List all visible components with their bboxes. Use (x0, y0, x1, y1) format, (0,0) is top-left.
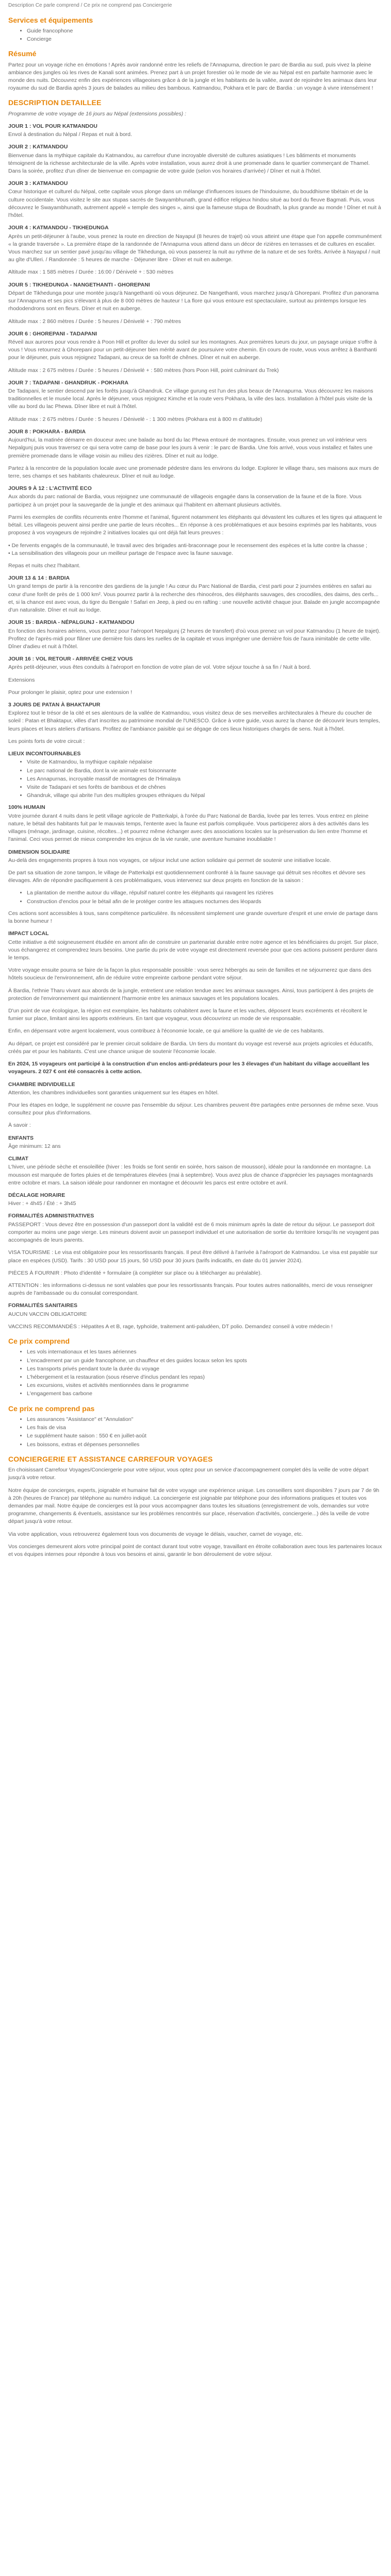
decalage-text: Hiver : + 4h45 / Été : + 3h45 (8, 1200, 76, 1207)
day-text: Explorez tout le trésor de la cité et ses alentours de la vallée de Katmandou, vous visitez deux de ses merveilles architecturales à l'heure du coucher de soleil : Patan et Bhaktapur, villes d'art inscrites au patrimoine mondial de l'UNESCO. Grâce à votre guide, vous aurez la chance de découvrir leurs temples, leurs places et leurs ateliers d'artisans. Profitez de l'ambiance paisible qui se dégage de ces lieux historiques chargés de sens. Nuit à l'hôtel. (8, 710, 380, 732)
engagement-text: En 2024, 15 voyageurs ont participé à la construction d'un enclos anti-prédateurs pour les 3 élevages d'un habitant du village accueillant les voyageurs. 2 027 € ont été consacrés à cette action. (8, 1061, 369, 1075)
day-text: Envol à destination du Népal / Repas et nuit à bord. (8, 131, 132, 138)
day-text: Bienvenue dans la mythique capitale du Katmandou, au carrefour d'une incroyable diversité de cultures asiatiques ! Les bâtiments et monuments témoignent de la richesse architecturale de la ville. Après votre installation, vous aurez droit à une promenade dans le quartier commerçant de Thamel. Dans la soirée, profitez d'un dîner de bienvenue en compagnie de votre guide (selon vos horaires d'arrivée) / Dîner et nuit à l'hôtel. (8, 152, 370, 175)
day-title: JOUR 8 : POKHARA - BARDIA (8, 428, 86, 435)
services-title: Services et équipements (8, 15, 93, 24)
impact-text3: À Bardia, l'ethnie Tharu vivant aux abords de la jungle, entretient une relation tendue avec les animaux sauvages. Ainsi, tous participent à des projets de protection de l'environnement qui maintiennent l'harmonie entre les animaux sauvages et les populations locales. (8, 987, 374, 1002)
conciergerie-section (8, 1454, 383, 1558)
resume-title: Résumé (8, 49, 37, 58)
day-text: Après un petit-déjeuner à l'aube, vous prenez la route en direction de Nayapul (8 heures de trajet) où vous atteint une étape que l'on appelle communément « la grande traversée ». La première étape de la randonnée de l'Annapurna vous attend dans un décor de rizières en terrasses et de cultures en escalier. Vous marchez sur un sentier pavé jusqu'au village de Tikhedunga, où vous passerez la nuit au rythme de la nature et de ses forêts. Arrivée à Nayapul / nuit au gîte d'Ulleri. / Randonnée : 5 heures de marche - Déjeuner libre - Dîner et nuit en auberge. (8, 233, 382, 263)
chambre-text2: Pour les étapes en lodge, le supplément ne couvre pas l'ensemble du séjour. Les chambres peuvent être partagées entre personnes de même sexe. Vous consultez pour plus d'informations. (8, 1102, 379, 1116)
day-title: JOUR 16 : VOL RETOUR - ARRIVÉE CHEZ VOUS (8, 656, 133, 663)
prix-comprend-item: • L'hébergement et la restauration (sous réserve d'inclus pendant les repas) (27, 1374, 383, 1381)
solidaire-section (8, 849, 383, 926)
day-title: JOUR 5 : TIKHEDUNGA - NANGETHANTI - GHOREPANI (8, 281, 150, 288)
resume-section (8, 48, 383, 92)
description-title: DESCRIPTION DETAILLEE (8, 98, 102, 107)
day-text: Altitude max : 1 585 mètres / Durée : 16:00 / Dénivelé + : 530 mètres (8, 269, 174, 276)
humain-text: Votre journée durant 4 nuits dans le petit village agricole de Patterkalpi, à l'orée du Parc National de Bardia, lovée par les terres. Vous entrez en pleine nature, le bétail des habitants fuit par le mauvais temps, l'entente avec la faune est parfois compliquée. Vous participerez alors à des activités dans les villages (ménage, jardinage, cuisine, récoltes...) et pourrez même échanger avec des associations locales sur la préservation du lien entre l'homme et l'animal. Ceci vous permet de mieux comprendre les enjeux de la vie rurale, une aventure humaine inoubliable ! (8, 812, 369, 843)
day-text: Extensions (8, 676, 35, 683)
sanitaires-section (8, 1302, 383, 1331)
prix-comprend-item: • L'engagement bas carbone (27, 1390, 383, 1398)
day-text: Altitude max : 2 675 mètres / Durée : 5 heures / Dénivelé + : 580 mètres (hors Poon Hill, point culminant du Trek) (8, 367, 279, 374)
page-top-line: Description Ce parle comprend / Ce prix ne comprend pas Conciergerie (8, 3, 172, 8)
day-text: De Tadapani, le sentier descend par les forêts jusqu'à Ghandruk. Ce village gurung est l'un des plus beaux de l'Annapurna. Vous découvrez les maisons traditionnelles et le musée local. Après le déjeuner, vous rejoignez Kimche et la route vers Pokhara, la ville des lacs. Installation à l'hôtel puis visite de la ville au bord du lac Phewa. Dîner libre et nuit à l'hôtel. (8, 388, 373, 410)
day-text: Altitude max : 2 675 mètres / Durée : 5 heures / Dénivelé - : 1 300 mètres (Pokhara est à 800 m d'altitude) (8, 416, 263, 422)
highlight-item: • Le parc national de Bardia, dont la vie animale est foisonnante (27, 767, 383, 775)
day-text: Partez à la rencontre de la population locale avec une promenade pédestre dans les environs du lodge. Explorer le village tharu, ses maisons aux murs de terre, ses champs et ses habitants chaleureux. Dîner et nuit au lodge. (8, 465, 379, 480)
day-text: Parmi les exemples de conflits récurrents entre l'homme et l'animal, figurent notamment les éléphants qui dévastent les cultures et les tigres qui attaquent le bétail. Les villageois peuvent ainsi perdre une partie de leurs récoltes... En réponse à ces problématiques et aux besoins exprimés par les habitants, vous proposez à vos voyageurs de rejoindre 2 initiatives locales qui ont déjà fait leurs preuves : (8, 514, 382, 536)
conciergerie-title: CONCIERGERIE ET ASSISTANCE CARREFOUR VOYAGES (8, 1454, 213, 1463)
services-item: • Concierge (27, 36, 383, 43)
highlights-list (8, 758, 383, 800)
prix-comprend-item: • Les vols internationaux et les taxes aériennes (27, 1348, 383, 1356)
decalage-section (8, 1192, 383, 1208)
climat-title: CLIMAT (8, 1156, 28, 1162)
note-text: Au départ, ce projet est considéré par le premier circuit solidaire de Bardia. Un tiers du montant du voyage est reversé aux projets agricoles et éducatifs, créés par et pour les habitants. C'est une chance unique de soutenir l'économie locale. (8, 1040, 373, 1055)
day-title: JOUR 1 : VOL POUR KATMANDOU (8, 123, 97, 129)
highlights-section (8, 750, 383, 800)
chambre-title: CHAMBRE INDIVIDUELLE (8, 1081, 75, 1088)
day-text: Aujourd'hui, la matinée démarre en douceur avec une balade au bord du lac Phewa entouré de montagnes. Ensuite, vous prenez un vol intérieur vers Nepalgunj puis vous traversez ce qui sera votre camp de base pour les jours à venir : le parc de Bardia. Une fois arrivé, vous vous installez et faites une première promenade dans le village voisin au milieu des rizières. Dîner et nuit au lodge. (8, 437, 373, 459)
enfants-text: Âge minimum: 12 ans (8, 1143, 61, 1149)
solidaire-list (8, 889, 383, 905)
resume-text: Partez pour un voyage riche en émotions ! Après avoir randonné entre les reliefs de l'Annapurna, direction le parc de Bardia au sud, puis vivez la pleine ambiance des jungles où les rives de Kanali sont animées. Prenez part à un projet forestier où le mode de vie au Népal est en parfaite harmonie avec le monde des nuits. Découvrez enfin des expériences villageoises grâce à de la jungle et les habitants de la vallée, avant de rejoindre les animaux dans leur royaume du sud de Bardia après 3 jours de balades au milieu des bambous. Katmandou, Pokhara et le parc de Bardia : un voyage à vivre intensément ! (8, 61, 377, 92)
day-title: JOUR 2 : KATMANDOU (8, 144, 68, 150)
chambre-section (8, 1081, 383, 1117)
day-text: Réveil aux aurores pour vous rendre à Poon Hill et profiter du lever du soleil sur les montagnes. Aux premières lueurs du jour, un paysage unique s'offre à vous ! Vous retournez à Ghorepani pour un petit-déjeuner bien mérité avant de poursuivre votre chemin. En cours de route, vous vous arrêtez à Banthanti pour le déjeuner, puis vous rejoignez Tadapani, au creux de sa forêt de chênes. Dîner et nuit en auberge. (8, 338, 377, 361)
services-item: • Guide francophone (27, 27, 383, 35)
day-text: Après petit-déjeuner, vous êtes conduits à l'aéroport en fonction de votre plan de vol. Votre séjour touche à sa fin / Nuit à bord. (8, 664, 311, 671)
conciergerie-text4: Vos concierges demeurent alors votre principal point de contact durant tout votre voyage, travaillant en étroite collaboration avec tous les partenaires locaux et vos équipes internes pour répondre à tous vos besoins et ainsi, garantir le bon déroulement de votre séjour. (8, 1543, 382, 1558)
solidaire-text2: De part sa situation de zone tampon, le village de Patterkalpi est quotidiennement confronté à la faune sauvage qui détruit ses récoltes et dévore ses élevages. Afin de répondre pacifiquement à ces problématiques, vous intervenez sur deux projets en fonction de la saison : (8, 869, 366, 884)
climat-section (8, 1155, 383, 1187)
highlights-title: LIEUX INCONTOURNABLES (8, 751, 81, 757)
day-text: En fonction des horaires aériens, vous partez pour l'aéroport Nepalgunj (2 heures de transfert) d'où vous prenez un vol pour Katmandou (1 heure de trajet). Profitez de l'après-midi pour flâner une dernière fois dans les ruelles de la capitale et vous imprégner une dernière fois de l'aura inimitable de cette ville. Dîner d'adieu et nuit à l'hôtel. (8, 628, 381, 650)
prix-comprend-item: • Les transports privés pendant toute la durée du voyage (27, 1365, 383, 1373)
impact-text4: D'un point de vue écologique, la région est exemplaire, les habitants cohabitent avec la faune et les vaches, déposent leurs excréments et récoltent le fumier sur place, limitant ainsi les apports extérieurs. En tant que voyageur, vous découvrirez un mode de vie responsable. (8, 1008, 368, 1022)
conciergerie-text3: Via votre application, vous retrouverez également tous vos documents de voyage le délais, vaucher, carnet de voyage, etc. (8, 1531, 303, 1537)
solidaire-text3: Ces actions sont accessibles à tous, sans compétence particulière. Ils nécessitent simplement une grande ouverture d'esprit et une envie de partage dans la bonne humeur ! (8, 910, 378, 925)
day-text: Un grand temps de partir à la rencontre des gardiens de la jungle ! Au cœur du Parc National de Bardia, c'est parti pour 2 journées entières en safari au cœur d'une forêt de près de 1 000 km². Vous pourrez partir à la recherche des rhinocéros, des éléphants sauvages, des crocodiles, des daims, des cerfs... et, si la chance est avec vous, du tigre du Bengale ! Safari en Jeep, à pied ou en rafting : une nouvelle activité chaque jour. Balade en jungle accompagnée d'un naturaliste. Dîner et nuit au lodge. (8, 583, 380, 614)
solidaire-text: Au-delà des engagements propres à tous nos voyages, ce séjour inclut une action solidaire qui permet de soutenir une initiative locale. (8, 857, 331, 863)
chambre-text: Attention, les chambres individuelles sont garanties uniquement sur les étapes en hôtel. (8, 1089, 219, 1096)
humain-title: 100% HUMAIN (8, 804, 45, 811)
formalites-text2: VISA TOURISME : Le visa est obligatoire pour les ressortissants français. Il peut être délivré à l'arrivée à l'aéroport de Katmandou. Le visa est payable sur place en espèces (USD). Tarifs : 30 USD pour 15 jours, 50 USD pour 30 jours (tarifs indicatifs, en date du 01 janvier 2024). (8, 1249, 378, 1264)
prix-comprend-item: • Les excursions, visites et activités mentionnées dans le programme (27, 1382, 383, 1389)
day-text: Repas et nuits chez l'habitant. (8, 562, 80, 569)
prix-ne-comprend-list (8, 1416, 383, 1449)
solidaire-title: DIMENSION SOLIDAIRE (8, 849, 70, 855)
day-title: JOUR 7 : TADAPANI - GHANDRUK - POKHARA (8, 379, 128, 386)
highlight-item: • Ghandruk, village qui abrite l'un des multiples groupes ethniques du Népal (27, 792, 383, 800)
day-text: Départ de Tikhedunga pour une montée jusqu'à Nangethanti où vous déjeunez. De Nangethanti, vous marchez jusqu'à Ghorepani. Profitez d'un panorama sur l'Annapurna et ses pics s'élevant à plus de 8 000 mètres de hauteur ! La flore qui vous entoure est spectaculaire, surtout au printemps lorsque les rhododendrons sont en fleurs. Dîner et nuit en auberge. (8, 290, 379, 312)
day-text: Pour prolonger le plaisir, optez pour une extension ! (8, 689, 132, 696)
day-title: JOUR 4 : KATMANDOU - TIKHEDUNGA (8, 225, 109, 231)
day-title: JOUR 15 : BARDIA - NÉPALGUNJ - KATMANDOU (8, 619, 135, 626)
impact-title: IMPACT LOCAL (8, 930, 49, 937)
sanitaires-text2: VACCINS RECOMMANDÉS : Hépatites A et B, rage, typhoïde, traitement anti-paludéen, DT polio. Demandez conseil à votre médecin ! (8, 1323, 333, 1330)
formalites-text: PASSEPORT : Vous devez être en possession d'un passeport dont la validité est de 6 mois minimum après la date de retour du séjour. Le passeport doit comporter au moins une page vierge. Les mineurs doivent avoir un passeport individuel et une autorisation de sortie du territoire lorsqu'ils ne voyagent pas accompagnés de leurs parents. (8, 1221, 379, 1244)
enfants-title: ENFANTS (8, 1134, 34, 1141)
solidaire-item: • La plantation de menthe autour du village, répulsif naturel contre les éléphants qui ravagent les rizières (27, 889, 383, 897)
conciergerie-text: En choisissant Carrefour Voyages/Conciergerie pour votre séjour, vous optez pour un service d'accompagnement complet dès la veille de votre départ jusqu'à votre retour. (8, 1467, 369, 1481)
sanitaires-title: FORMALITÉS SANITAIRES (8, 1302, 77, 1309)
formalites-text3: PIÈCES À FOURNIR : Photo d'identité + formulaire (à compléter sur place ou à télécharger au préalable). (8, 1269, 262, 1276)
prix-comprend-section (8, 1336, 383, 1398)
day-title: JOUR 13 & 14 : BARDIA (8, 575, 70, 582)
highlight-item: • Visite de Tadapani et ses forêts de bambous et de chênes (27, 784, 383, 791)
highlight-item: • Visite de Katmandou, la mythique capitale népalaise (27, 758, 383, 766)
formalites-text4: ATTENTION : les informations ci-dessus ne sont valables que pour les ressortissants français. Pour toutes autres nationalités, merci de vous renseigner auprès de l'ambassade ou du consulat correspondant. (8, 1282, 373, 1297)
highlight-item: • Les Annapurnas, incroyable massif de montagnes de l'Himalaya (27, 775, 383, 783)
savoir-text: À savoir : (8, 1122, 31, 1129)
prix-comprend-list (8, 1348, 383, 1398)
prix-comprend-title: Ce prix comprend (8, 1337, 70, 1346)
day-text: Altitude max : 2 860 mètres / Durée : 5 heures / Dénivelé + : 790 mètres (8, 318, 181, 325)
prix-ne-comprend-item: • Les frais de visa (27, 1424, 383, 1432)
solidaire-item: • Construction d'enclos pour le bétail afin de le protéger contre les attaques nocturnes des léopards (27, 898, 383, 906)
day-text: Cœur historique et culturel du Népal, cette capitale vous plonge dans un mélange d'influences issues de l'hindouisme, du bouddhisme tibétain et de la culture occidentale. Vous visitez le site aux stupas sacrés de Swayambhunath, grand édifice religieux hindou situé au bord du fleuve Bagmati. Puis, vous découvrez le Swayambhunath, autrement appelé « temple des singes », ainsi que la fameuse stupa de Boudnath, la plus grande au monde ! Dîner et nuit à l'hôtel. (8, 189, 381, 219)
day-text: • De fervents engagés de la communauté, le travail avec des brigades anti-braconnage pour le recensement des espèces et la lutte contre la chasse ; • La sensibilisation des villageois pour un meilleur partage de l'espace avec la faune sauvage. (8, 542, 367, 556)
impact-text5: Enfin, en dépensant votre argent localement, vous contribuez à l'économie locale, ce qui améliore la qualité de vie de ces habitants. (8, 1028, 324, 1035)
impact-section (8, 930, 383, 1035)
description-intro: Programme de votre voyage de 16 jours au Népal (extensions possibles) : (8, 110, 186, 117)
impact-text2: Votre voyage ensuite pourra se faire de la façon la plus responsable possible : vous serez hébergés au sein de familles et ne séjournerez que dans des hôtels soucieux de l'environnement, afin de réduire votre empreinte carbone pendant votre séjour. (8, 967, 371, 981)
day-text: Aux abords du parc national de Bardia, vous rejoignez une communauté de villageois engagée dans la conservation de la faune et de la flore. Vous participez à un projet pour la sauvegarde de la jungle et des animaux qui l'habitent en alternant plusieurs activités. (8, 494, 362, 508)
prix-ne-comprend-item: • Les boissons, extras et dépenses personnelles (27, 1441, 383, 1449)
climat-text: L'hiver, une période sèche et ensoleillée (hiver : les froids se font sentir en soirée, hors saison de mousson), idéale pour la randonnée en montagne. La mousson est marquée de fortes pluies et de températures élevées (mai à septembre). Vous avez plus de chance d'apprécier les paysages montagnards entre octobre et mars. La saison idéale pour randonner en montagne et découvrir les parcs est entre octobre et avril. (8, 1164, 373, 1186)
prix-ne-comprend-item: • Le supplément haute saison : 550 € en juillet-août (27, 1432, 383, 1440)
sanitaires-text: AUCUN VACCIN OBLIGATOIRE (8, 1311, 87, 1317)
impact-text: Cette initiative a été soigneusement étudiée en amont afin de construire un partenariat durable entre notre agence et les bénéficiaires du projet. Sur place, vous échangerez et comprendrez leurs besoins. Une partie du prix de votre voyage est directement reversée pour que ces actions puissent perdurer dans le temps. (8, 939, 379, 961)
humain-section (8, 804, 383, 843)
services-section (8, 15, 383, 44)
formalites-title: FORMALITÉS ADMINISTRATIVES (8, 1213, 94, 1219)
decalage-title: DÉCALAGE HORAIRE (8, 1192, 66, 1198)
day-title: JOUR 3 : KATMANDOU (8, 180, 68, 187)
day-title: JOUR 6 : GHOREPANI - TADAPANI (8, 330, 97, 337)
description-section (8, 97, 383, 745)
prix-comprend-item: • L'encadrement par un guide francophone, un chauffeur et des guides locaux selon les spots (27, 1357, 383, 1365)
conciergerie-text2: Notre équipe de concierges, experts, joignable et humaine fait de votre voyage une expérience unique. Les conseillers sont disponibles 7 jours par 7 de 9h à 20h (heures de France) par téléphone au numéro indiqué. La conciergerie est joignable par téléphone pour des informations pratiques et toutes vos demandes par mail. Notre équipe de concierges est là pour vous accompagner dans toutes les situations (enregistrement de vols, demandes sur votre programme, changements & éventuels, assistance sur les problèmes rencontrés sur place, réservation d'activités, conciergerie...) dès la veille de votre départ jusqu'à votre retour. (8, 1487, 380, 1525)
enfants-section (8, 1134, 383, 1150)
services-list (8, 27, 383, 43)
prix-ne-comprend-item: • Les assurances "Assistance" et "Annulation" (27, 1416, 383, 1423)
prix-ne-comprend-title: Ce prix ne comprend pas (8, 1404, 95, 1413)
day-text: Les points forts de votre circuit : (8, 738, 85, 744)
day-title: JOURS 9 À 12 : L'ACTIVITÉ ECO (8, 485, 92, 492)
formalites-section (8, 1212, 383, 1297)
prix-ne-comprend-section (8, 1403, 383, 1449)
day-title: 3 JOURS DE PATAN À BHAKTAPUR (8, 702, 101, 708)
days-list (8, 123, 383, 745)
